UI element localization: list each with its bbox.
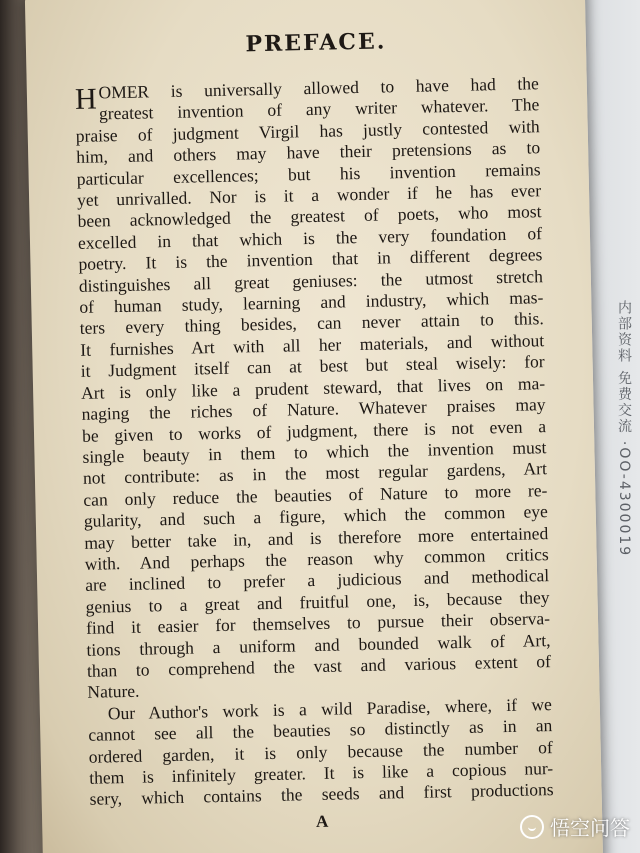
text-line: OMER is universally allowed to have had the — [98, 73, 539, 103]
text-line: of human study, learning and industry, which mas- — [79, 287, 544, 317]
watermark — [520, 812, 630, 841]
text-line: praise of judgment Virgil has justly contested with — [75, 116, 540, 146]
page-title: PREFACE. — [245, 28, 387, 58]
text-line: can only reduce the beauties of Nature to more re- — [83, 479, 548, 510]
smile-logo-icon — [520, 815, 544, 839]
text-line: be given to works of judgment, there is not even a — [81, 415, 547, 446]
text-line: him, and others may have their pretensions as to — [76, 137, 541, 168]
text-line: single beauty in them to which the invention must — [82, 437, 547, 467]
text-line: ordered garden, it is only because the number of — [88, 736, 553, 767]
text-line: sery, which contains the seeds and first productions — [89, 779, 554, 810]
text-line: may better take in, and is therefore more entertained — [84, 522, 549, 553]
paragraph-2 — [88, 694, 554, 811]
text-line: yet unrivalled. Nor is it a wonder if he has ever — [76, 180, 542, 210]
text-line: naging the riches of Nature. Whatever praises may — [81, 394, 546, 424]
text-line: It furnishes Art with all her materials, and without — [80, 330, 545, 360]
background-paper-text: 内部资料 免费交流 ·OO-4300019 — [616, 300, 632, 558]
text-line: excelled in that which is the very foundation of — [77, 223, 543, 253]
text-line: it Judgment itself can at best but steal wisely: for — [80, 351, 545, 382]
text-line: distinguishes all great geniuses: the utmost stretch — [78, 265, 544, 296]
signature-mark: A — [315, 811, 329, 831]
paragraph-1 — [75, 73, 552, 703]
text-line: Our Author's work is a wild Paradise, where, if we — [107, 693, 552, 724]
text-line: genius to a great and fruitful one, is, because they — [85, 586, 550, 617]
text-line: find it easier for themselves to pursue their observa- — [85, 608, 551, 638]
watermark-text: 悟空问答 — [550, 816, 630, 840]
text-line: with. And perhaps the reason why common critics — [84, 544, 549, 574]
text-line: not contribute: as in the most regular gardens, Art — [82, 458, 548, 489]
text-line: cannot see all the beauties so distinctly as in an — [88, 715, 553, 745]
text-line: particular excellences; but his invention remains — [76, 158, 541, 189]
text-line: been acknowledged the greatest of poets, who most — [77, 201, 542, 232]
text-line: are inclined to prefer a judicious and methodical — [84, 565, 550, 596]
text-line: tions through a uniform and bounded walk of Art, — [86, 629, 551, 660]
drop-cap: H — [74, 82, 98, 116]
text-line: gularity, and such a figure, which the common eye — [83, 501, 548, 531]
text-line: poetry. It is the invention that in different degrees — [78, 244, 543, 275]
text-line: Art is only like a prudent steward, that lives on ma- — [80, 372, 546, 403]
text-line: Nature. — [87, 681, 140, 703]
text-line: ters every thing besides, can never attain to this. — [79, 308, 544, 339]
text-line: them is infinitely greater. It is like a copious nur- — [89, 758, 554, 788]
book-page — [25, 0, 603, 853]
text-line: greatest invention of any writer whatever. The — [98, 94, 540, 124]
text-line: than to comprehend the vast and various extent of — [86, 651, 552, 681]
page-content — [74, 25, 555, 836]
